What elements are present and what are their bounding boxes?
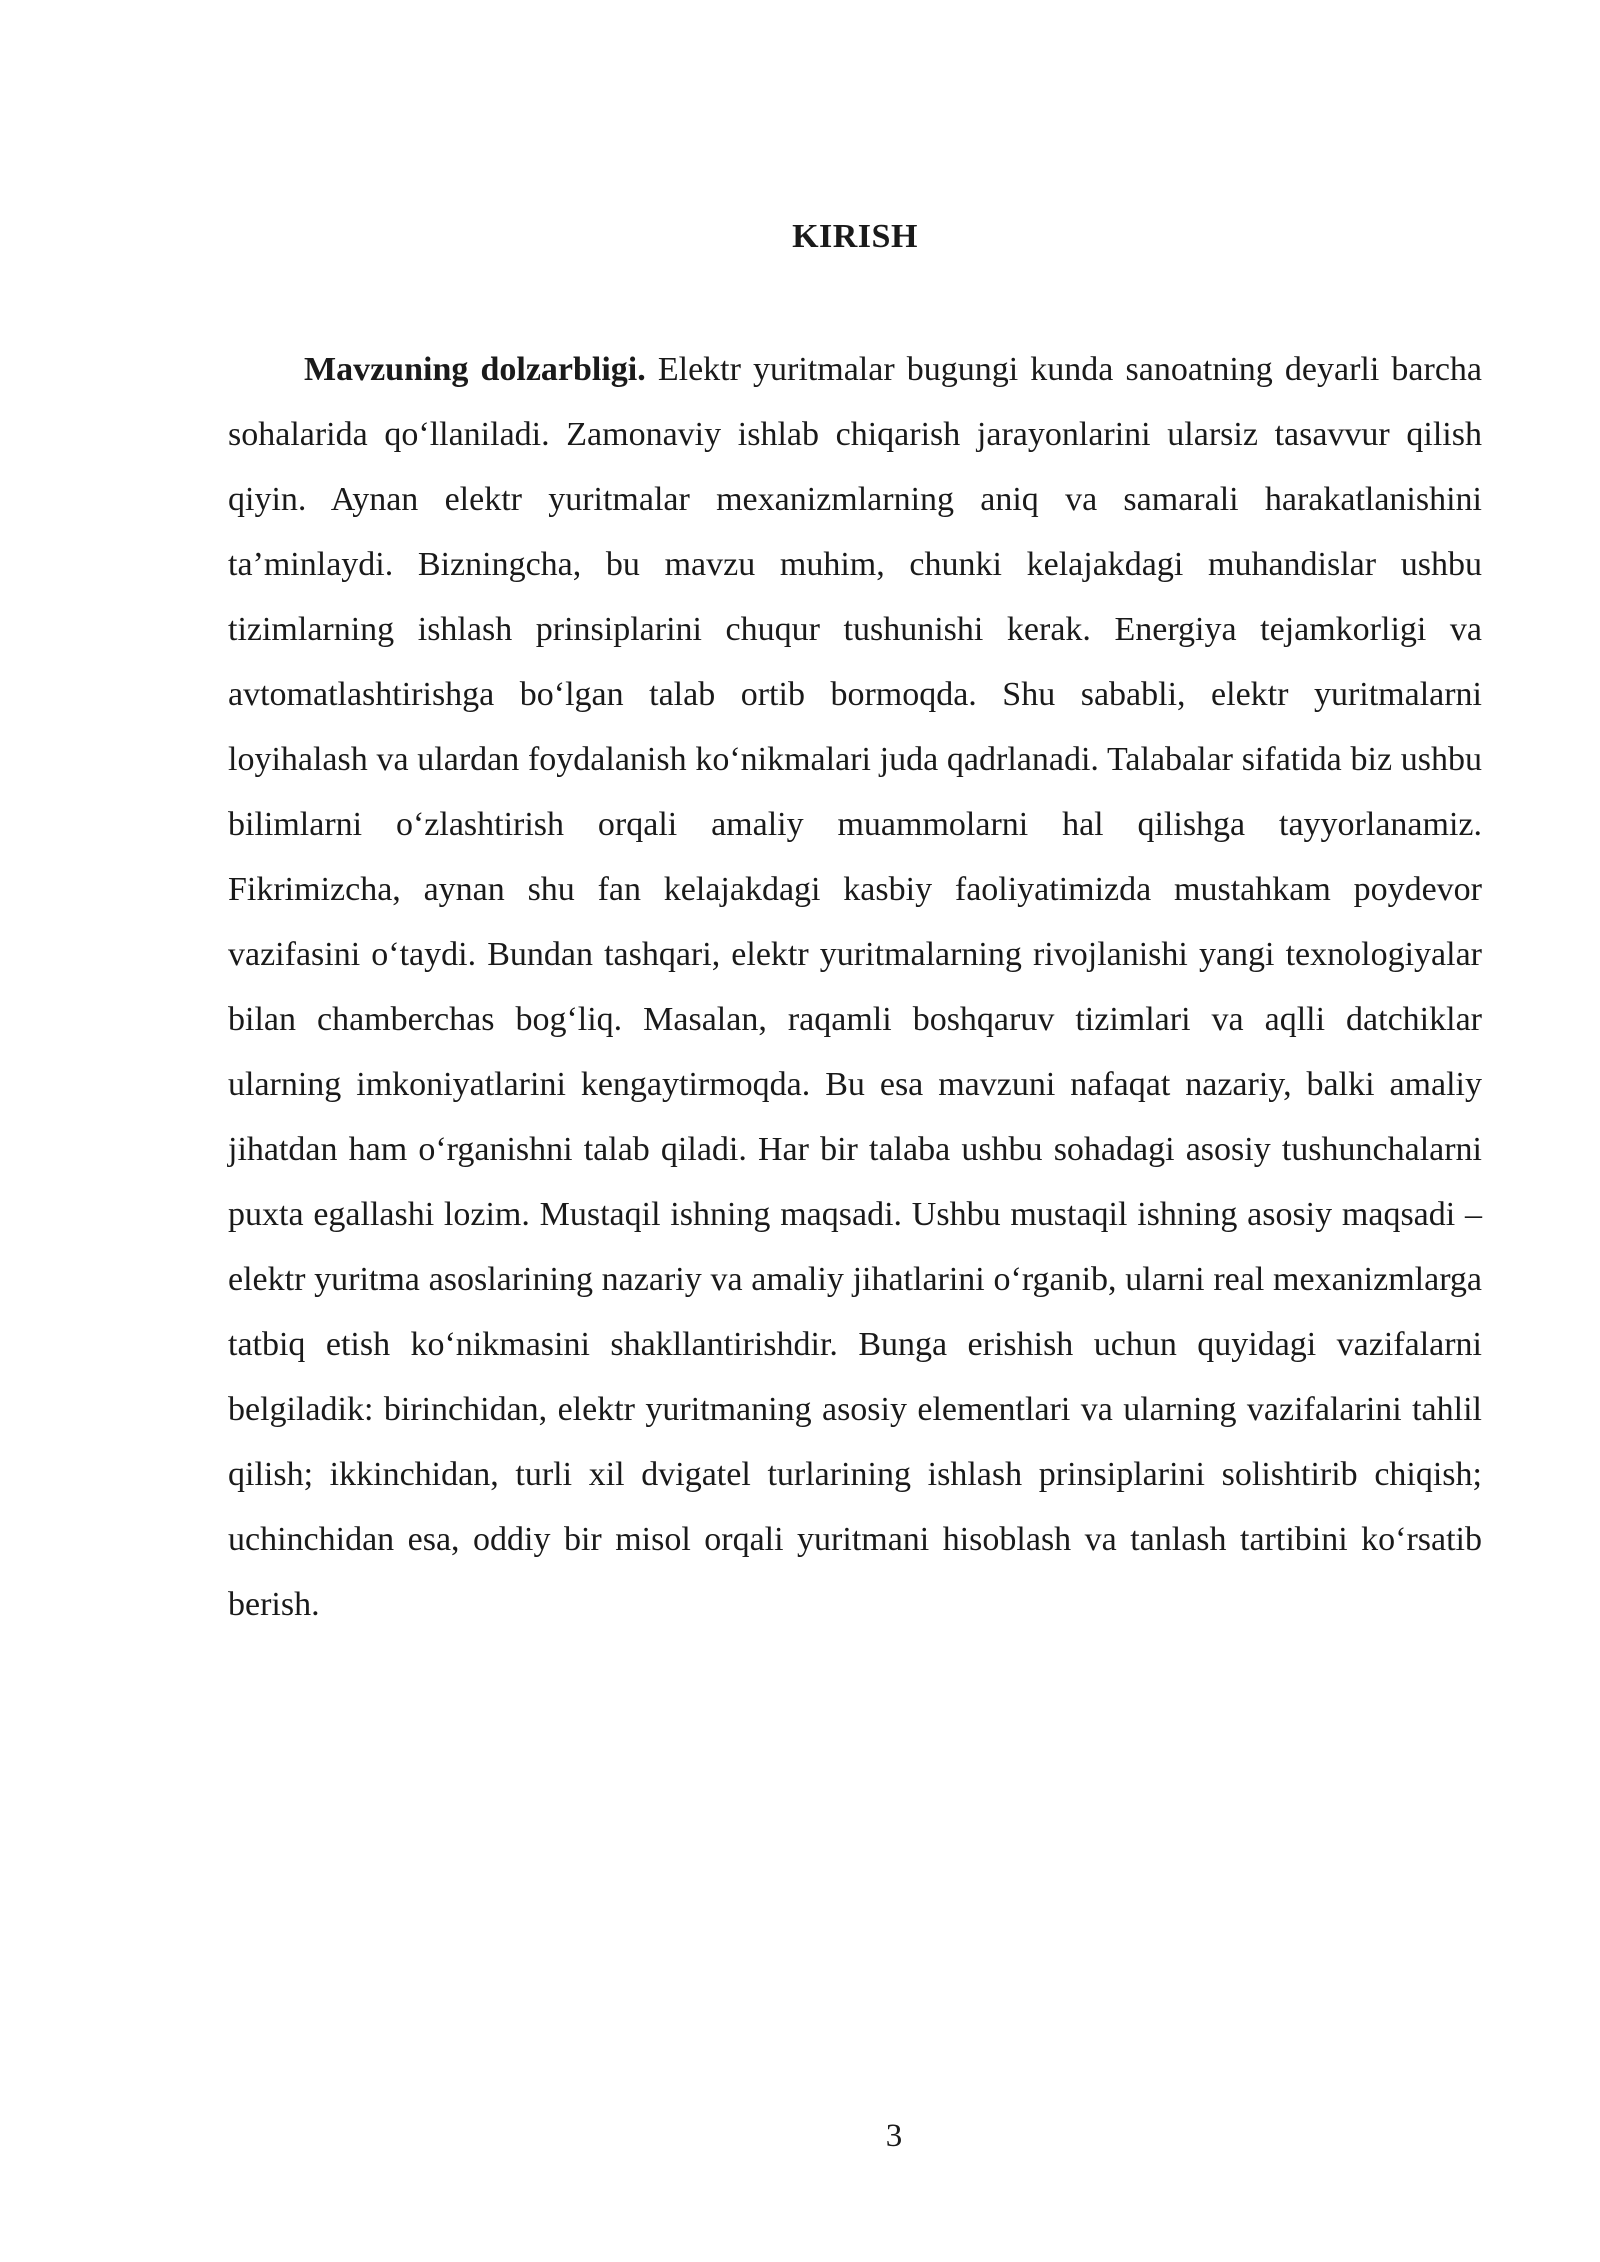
paragraph-text: Elektr yuritmalar bugungi kunda sanoatning deyarli barcha sohalarida qo‘llaniladi. Zamonaviy ishlab chiqarish jarayonlarini ularsiz tasavvur qilish qiyin. Aynan elektr yuritmalar mexanizmlarning aniq va samarali harakatlanishini ta’minlaydi. Bizningcha, bu mavzu muhim, chunki kelajakdagi muhandislar ushbu tizimlarning ishlash prinsiplarini chuqur tushunishi kerak. Energiya tejamkorligi va avtomatlashtirishga bo‘lgan talab ortib bormoqda. Shu sababli, elektr yuritmalarni loyihalash va ulardan foydalanish ko‘nikmalari juda qadrlanadi. Talabalar sifatida biz ushbu bilimlarni o‘zlashtirish orqali amaliy muammolarni hal qilishga tayyorlanamiz. Fikrimizcha, aynan shu fan kelajakdagi kasbiy faoliyatimizda mustahkam poydevor vazifasini o‘taydi. Bundan tashqari, elektr yuritmalarning rivojlanishi yangi texnologiyalar bilan chamberchas bog‘liq. Masalan, raqamli boshqaruv tizimlari va aqlli datchiklar ularning imkoniyatlarini kengaytirmoqda. Bu esa mavzuni nafaqat nazariy, balki amaliy jihatdan ham o‘rganishni talab qiladi. Har bir talaba ushbu sohadagi asosiy tushunchalarni puxta egallashi lozim. Mustaqil ishning maqsadi. Ushbu mustaqil ishning asosiy maqsadi – elektr yuritma asoslarining nazariy va amaliy jihatlarini o‘rganib, ularni real mexanizmlarga tatbiq etish ko‘nikmasini shakllantirishdir. Bunga erishish uchun quyidagi vazifalarni belgiladik: birinchidan, elektr yuritmaning asosiy elementlari va ularning vazifalarini tahlil qilish; ikkinchidan, turli xil dvigatel turlarining ishlash prinsiplarini solishtirib chiqish; uchinchidan esa, oddiy bir misol orqali yuritmani hisoblash va tanlash tartibini ko‘rsatib berish. [228,351,1482,1623]
paragraph-lead: Mavzuning dolzarbligi. [304,351,646,388]
page-number: 3 [885,2118,903,2154]
body-paragraph [228,337,1482,1637]
page-title: KIRISH [792,218,918,255]
